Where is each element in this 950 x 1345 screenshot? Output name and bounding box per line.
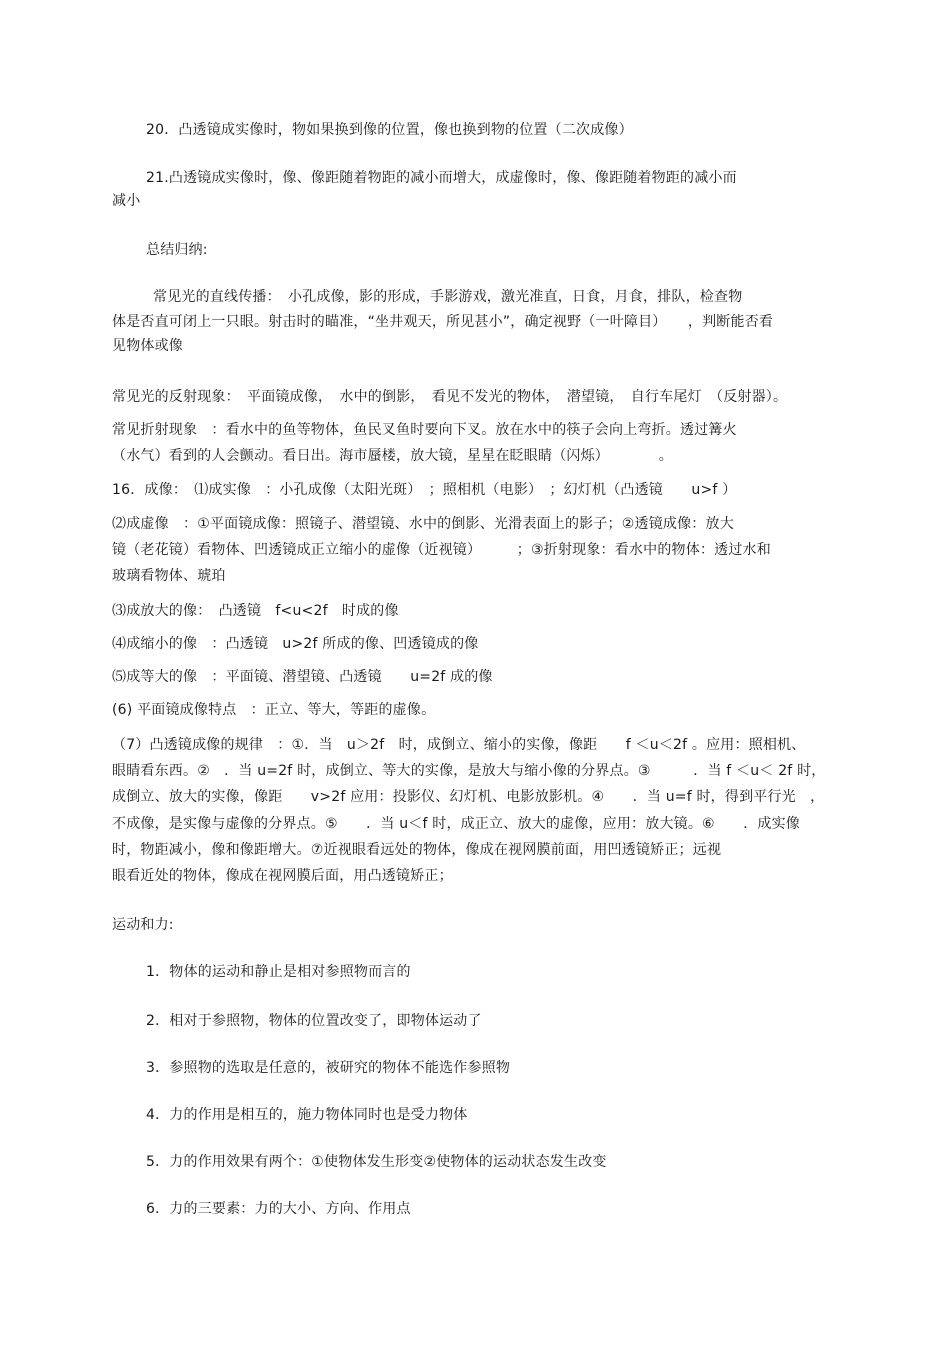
- motion-force-heading: 运动和力:: [112, 917, 174, 933]
- straight-line-propagation-line2: 体是否直可闭上一只眼。射击时的瞄准，“坐井观天，所见甚小”，确定视野（一叶障目） ，判断能否看: [112, 314, 774, 330]
- item-16-imaging: 16．成像： ⑴成实像 ：小孔成像（太阳光斑） ；照相机（电影） ；幻灯机（凸透镜 u>f ）: [112, 482, 737, 498]
- convex-lens-rules-line3: 成倒立、放大的实像，像距 v>2f 应用：投影仪、幻灯机、电影放影机。④ ．当 u=f 时，得到平行光 ，: [112, 789, 825, 805]
- motion-item-2: 2．相对于参照物，物体的位置改变了，即物体运动了: [146, 1013, 482, 1029]
- item-20: 20．凸透镜成实像时，物如果换到像的位置，像也换到物的位置（二次成像）: [146, 122, 633, 138]
- virtual-image-line1: ⑵成虚像 ：①平面镜成像：照镜子、潜望镜、水中的倒影、光滑表面上的影子；②透镜成像：放大: [112, 516, 734, 532]
- summary-heading: 总结归纳:: [146, 242, 208, 258]
- motion-item-4: 4．力的作用是相互的，施力物体同时也是受力物体: [146, 1107, 468, 1123]
- reflection-paragraph: 常见光的反射现象： 平面镜成像， 水中的倒影， 看见不发光的物体， 潜望镜， 自行车尾灯 （反射器）。: [112, 389, 788, 405]
- motion-item-1: 1．物体的运动和静止是相对参照物而言的: [146, 964, 411, 980]
- motion-item-3: 3．参照物的选取是任意的，被研究的物体不能选作参照物: [146, 1060, 511, 1076]
- straight-line-propagation-line1: 常见光的直线传播： 小孔成像，影的形成，手影游戏，激光准直，日食，月食，排队，检查物: [153, 289, 743, 305]
- convex-lens-rules-line1: （7）凸透镜成像的规律 ：①．当 u＞2f 时，成倒立、缩小的实像，像距 f ＜u＜2f 。应用：照相机、: [112, 737, 806, 753]
- straight-line-propagation-line3: 见物体或像: [112, 338, 183, 354]
- item-21-line1: 21.凸透镜成实像时，像、像距随着物距的减小而增大，成虚像时，像、像距随着物距的减小而: [146, 170, 737, 186]
- virtual-image-line2: 镜（老花镜）看物体、凹透镜成正立缩小的虚像（近视镜） ；③折射现象：看水中的物体：透过水和: [112, 542, 771, 558]
- motion-item-6: 6．力的三要素：力的大小、方向、作用点: [146, 1201, 411, 1217]
- refraction-line1: 常见折射现象 ：看水中的鱼等物体，鱼民叉鱼时要向下叉。放在水中的筷子会向上弯折。透过篝火: [112, 422, 737, 438]
- magnified-image: ⑶成放大的像： 凸透镜 f<u<2f 时成的像: [112, 603, 399, 619]
- convex-lens-rules-line2: 眼睛看东西。② ．当 u=2f 时，成倒立、等大的实像，是放大与缩小像的分界点。③ ．当 f ＜u＜ 2f 时，: [112, 763, 826, 779]
- plane-mirror-features: (6) 平面镜成像特点 ：正立、等大，等距的虚像。: [112, 702, 436, 718]
- item-21-line2: 减小: [112, 193, 141, 209]
- refraction-line2: （水气）看到的人会颤动。看日出。海市蜃楼，放大镜，星星在眨眼睛（闪烁） 。: [112, 448, 673, 464]
- convex-lens-rules-line5: 时，物距减小，像和像距增大。⑦近视眼看远处的物体，像成在视网膜前面，用凹透镜矫正；远视: [112, 842, 722, 858]
- motion-item-5: 5．力的作用效果有两个：①使物体发生形变②使物体的运动状态发生改变: [146, 1154, 607, 1170]
- virtual-image-line3: 玻璃看物体、琥珀: [112, 568, 226, 584]
- reduced-image: ⑷成缩小的像 ：凸透镜 u>2f 所成的像、凹透镜成的像: [112, 636, 479, 652]
- equal-size-image: ⑸成等大的像 ：平面镜、潜望镜、凸透镜 u=2f 成的像: [112, 669, 493, 685]
- convex-lens-rules-line4: 不成像，是实像与虚像的分界点。⑤ ．当 u＜f 时，成正立、放大的虚像，应用：放大镜。⑥ ．成实像: [112, 816, 801, 832]
- convex-lens-rules-line6: 眼看近处的物体，像成在视网膜后面，用凸透镜矫正；: [112, 868, 453, 884]
